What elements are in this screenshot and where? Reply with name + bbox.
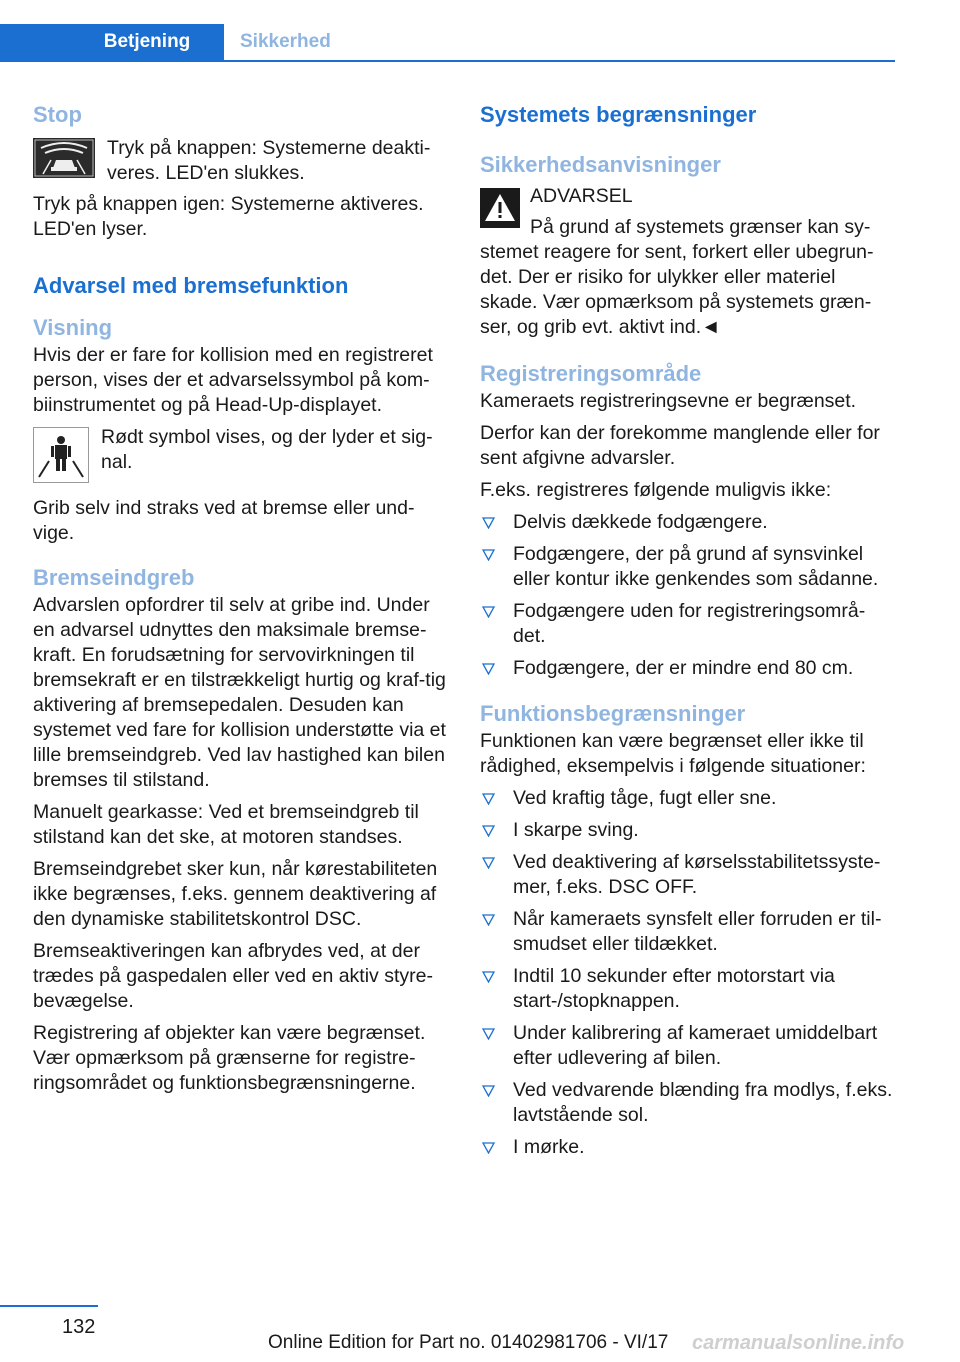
visning-paragraph-2: Grib selv ind straks ved at bremse eller und-vige. [33,497,415,544]
list-item-text: Ved kraftig tåge, fugt eller sne. [513,787,777,809]
left-column [33,100,448,1103]
list-item [480,542,895,592]
registrering-paragraph-2: Derfor kan der forekomme manglende eller for sent afgivne advarsler. [480,422,880,469]
warning-label: ADVARSEL [530,185,633,207]
triangle-bullet-icon [482,1085,495,1097]
stop-icon-row [33,136,448,186]
list-item-text: I mørke. [513,1136,585,1158]
list-item-text: Ved deaktivering af kørselsstabilitetssyste-mer, f.eks. DSC OFF. [513,851,881,898]
list-item [480,1135,895,1160]
list-item-text: Fodgængere uden for registreringsområ-det. [513,600,866,647]
list-item [480,907,895,957]
triangle-bullet-icon [482,971,495,983]
bremseindgreb-paragraph-3: Bremseindgrebet sker kun, når kørestabiliteten ikke begrænses, f.eks. gennem deaktivering af den dynamiske stabilitetskontrol DSC. [33,858,438,930]
registrering-heading: Registreringsområde [480,361,702,386]
stop-paragraph: Tryk på knappen igen: Systemerne aktiveres. LED'en lyser. [33,193,424,240]
list-item [480,510,895,535]
list-item [480,1021,895,1071]
triangle-bullet-icon [482,825,495,837]
list-item [480,850,895,900]
registrering-paragraph-1: Kameraets registreringsevne er begrænset. [480,390,857,412]
list-item [480,656,895,681]
list-item [480,599,895,649]
list-item-text: Ved vedvarende blænding fra modlys, f.eks. lavtstående sol. [513,1079,893,1126]
triangle-bullet-icon [482,1142,495,1154]
visning-heading: Visning [33,315,113,340]
pedestrian-warning-icon [33,427,89,490]
visning-icon-text: Rødt symbol vises, og der lyder et sig-nal. [101,426,433,473]
triangle-bullet-icon [482,606,495,618]
visning-paragraph-1: Hvis der er fare for kollision med en registreret person, vises der et advarselssymbol på kom-biinstrumentet og på Head-Up-displayet. [33,344,433,416]
watermark: carmanualsonline.info [692,1332,905,1354]
warning-text: På grund af systemets grænser kan sy-stemet reagere for sent, forkert eller ubegrun-det. Der er risiko for ulykker eller materiel skade. Vær opmærksom på systemets græn-ser, og grib evt. aktivt ind.◄ [480,216,874,338]
collision-warning-button-icon [33,138,95,185]
list-item [480,1078,895,1128]
warning-triangle-icon [480,188,520,228]
list-item-text: Delvis dækkede fodgængere. [513,511,768,533]
warning-block [480,184,895,340]
list-item-text: Fodgængere, der på grund af synsvinkel eller kontur ikke genkendes som sådanne. [513,543,879,590]
bremseindgreb-paragraph-5: Registrering af objekter kan være begrænset. Vær opmærksom på grænserne for registre-ringsområdet og funktionsbegrænsningerne. [33,1022,426,1094]
header-bar [0,24,895,62]
right-column [480,100,895,1168]
list-item [480,818,895,843]
funktion-heading: Funktionsbegrænsninger [480,701,746,726]
list-item [480,786,895,811]
registrering-list [480,510,895,681]
list-item-text: I skarpe sving. [513,819,639,841]
registrering-paragraph-3: F.eks. registreres følgende muligvis ikke: [480,479,832,501]
stop-icon-text: Tryk på knappen: Systemerne deakti-veres. LED'en slukkes. [107,137,431,184]
advarsel-heading: Advarsel med bremsefunktion [33,273,349,298]
triangle-bullet-icon [482,857,495,869]
bremseindgreb-paragraph-4: Bremseaktiveringen kan afbrydes ved, at der trædes på gaspedalen eller ved en aktiv styre-bevægelse. [33,940,433,1012]
triangle-bullet-icon [482,1028,495,1040]
page-number: 132 [62,1316,96,1338]
list-item-text: Når kameraets synsfelt eller forruden er til-smudset eller tildækket. [513,908,882,955]
list-item [480,964,895,1014]
tab-betjening[interactable]: Betjening [0,24,224,60]
sikkerhed-heading: Sikkerhedsanvisninger [480,152,721,177]
systemets-heading: Systemets begrænsninger [480,102,757,127]
triangle-bullet-icon [482,663,495,675]
edition-footer: Online Edition for Part no. 01402981706 - VI/17 [268,1332,669,1353]
visning-icon-row [33,425,448,490]
bremseindgreb-paragraph-2: Manuelt gearkasse: Ved et bremseindgreb til stilstand kan det ske, at motoren standses. [33,801,419,848]
triangle-bullet-icon [482,793,495,805]
header-divider [0,60,895,62]
list-item-text: Fodgængere, der er mindre end 80 cm. [513,657,854,679]
funktion-paragraph-1: Funktionen kan være begrænset eller ikke til rådighed, eksempelvis i følgende situationer: [480,730,866,777]
page-number-divider [0,1305,98,1307]
list-item-text: Under kalibrering af kameraet umiddelbart efter udlevering af bilen. [513,1022,878,1069]
triangle-bullet-icon [482,517,495,529]
triangle-bullet-icon [482,549,495,561]
funktion-list [480,786,895,1160]
bremseindgreb-heading: Bremseindgreb [33,565,195,590]
list-item-text: Indtil 10 sekunder efter motorstart via start-/stopknappen. [513,965,835,1012]
tab-sikkerhed[interactable]: Sikkerhed [240,31,331,52]
stop-heading: Stop [33,102,82,127]
bremseindgreb-paragraph-1: Advarslen opfordrer til selv at gribe ind. Under en advarsel udnyttes den maksimale bremse-kraft. En forudsætning for servovirkningen til bremsekraft er en tilstrækkeligt hurtig og kraf-tig aktivering af bremsepedalen. Desuden kan systemet ved fare for kollision understøtte via et lille bremseindgreb. Ved lav hastighed kan bilen bremses til stilstand. [33,594,446,791]
triangle-bullet-icon [482,914,495,926]
